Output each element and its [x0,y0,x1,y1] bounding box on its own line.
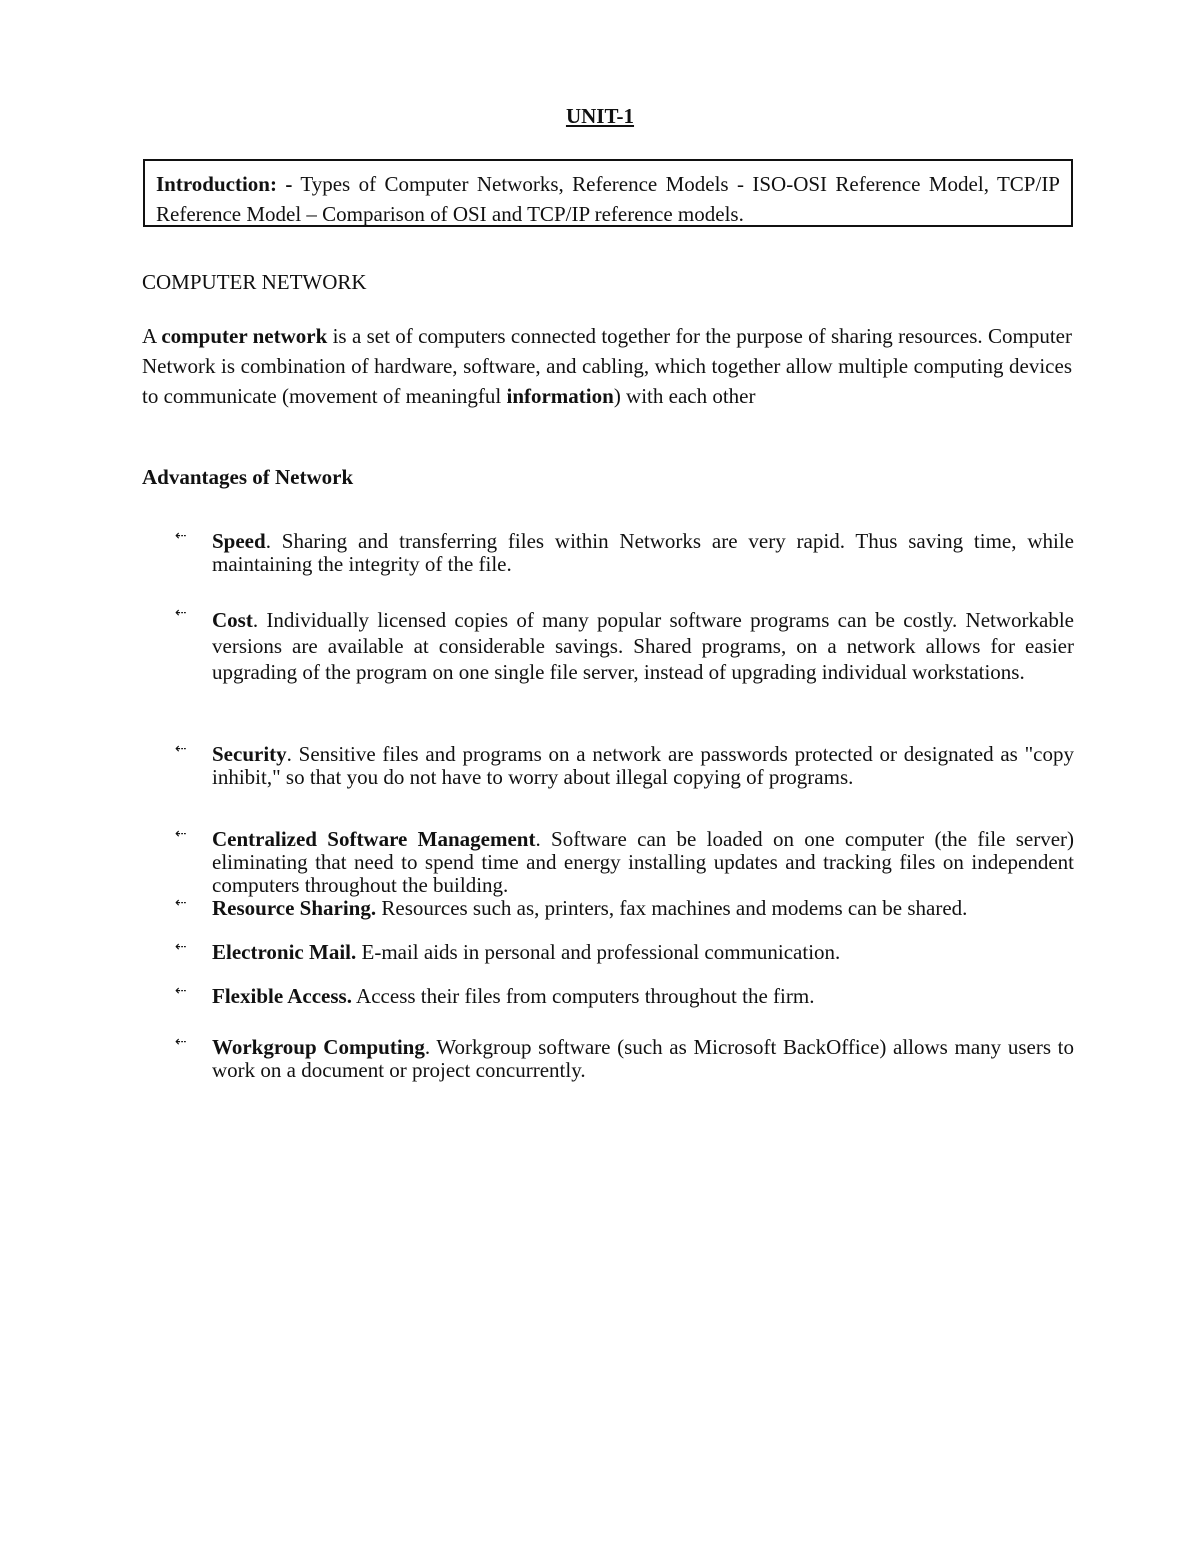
advantage-text [212,607,1074,685]
advantage-text [212,897,1074,920]
definition-prefix: A [142,324,162,348]
advantage-description: . Individually licensed copies of many popular software programs can be costly. Networkable versions are available at considerable savings. Shared programs, on a network allows for easier upgrading of the program on one single file server, instead of upgrading individual workstations. [212,608,1074,684]
bullet-arrow-icon: ⇠ [175,826,187,842]
bullet-arrow-icon: ⇠ [175,1034,187,1050]
unit-title: UNIT-1 [565,104,635,128]
bullet-arrow-icon: ⇠ [175,605,187,621]
advantage-term: Electronic Mail. [212,940,357,964]
advantage-description: . Sensitive files and programs on a network are passwords protected or designated as "copy inhibit," so that you do not have to worry about illegal copying of programs. [212,742,1074,789]
advantage-description: . Workgroup software (such as Microsoft BackOffice) allows many users to work on a document or project concurrently. [212,1035,1074,1082]
advantage-term: Workgroup Computing [212,1035,425,1059]
introduction-label: Introduction: - [156,172,293,196]
bullet-arrow-icon: ⇠ [175,741,187,757]
advantage-term: Resource Sharing. [212,896,377,920]
advantage-description: Resources such as, printers, fax machines and modems can be shared. [376,896,968,920]
advantage-term: Cost [212,608,253,632]
advantage-description: E-mail aids in personal and professional communication. [356,940,841,964]
advantage-text [212,941,1074,964]
advantage-text [212,743,1074,789]
introduction-text: Types of Computer Networks, Reference Models - ISO-OSI Reference Model, TCP/IP Reference Model – Comparison of OSI and TCP/IP reference models. [156,172,1060,226]
definition-body: is a set of computers connected together for the purpose of sharing resources. Computer Network is combination of hardware, software, and cabling, which together allow multiple computing devices to communicate (movement of meaningful [142,324,1072,408]
advantage-term: Speed [212,529,266,553]
definition-paragraph [142,321,1072,411]
definition-suffix: ) with each other [613,384,756,408]
advantage-term: Security [212,742,287,766]
definition-term: computer network [161,324,328,348]
advantage-text [212,530,1074,576]
advantage-text [212,828,1074,897]
introduction-box [143,159,1073,227]
advantage-description: . Software can be loaded on one computer (the file server) eliminating that need to spend time and energy installing updates and tracking files on independent computers throughout the building. [212,827,1074,897]
bullet-arrow-icon: ⇠ [175,528,187,544]
definition-emphasis: information [506,384,614,408]
section-heading: COMPUTER NETWORK [142,270,367,294]
bullet-arrow-icon: ⇠ [175,939,187,955]
advantages-heading: Advantages of Network [142,465,354,489]
advantage-description: Access their files from computers throughout the firm. [351,984,815,1008]
advantage-term: Flexible Access. [212,984,352,1008]
advantage-text [212,985,1074,1008]
advantage-text [212,1036,1074,1082]
advantage-term: Centralized Software Management [212,827,536,851]
advantage-description: . Sharing and transferring files within Networks are very rapid. Thus saving time, while maintaining the integrity of the file. [212,529,1074,576]
bullet-arrow-icon: ⇠ [175,983,187,999]
bullet-arrow-icon: ⇠ [175,895,187,911]
